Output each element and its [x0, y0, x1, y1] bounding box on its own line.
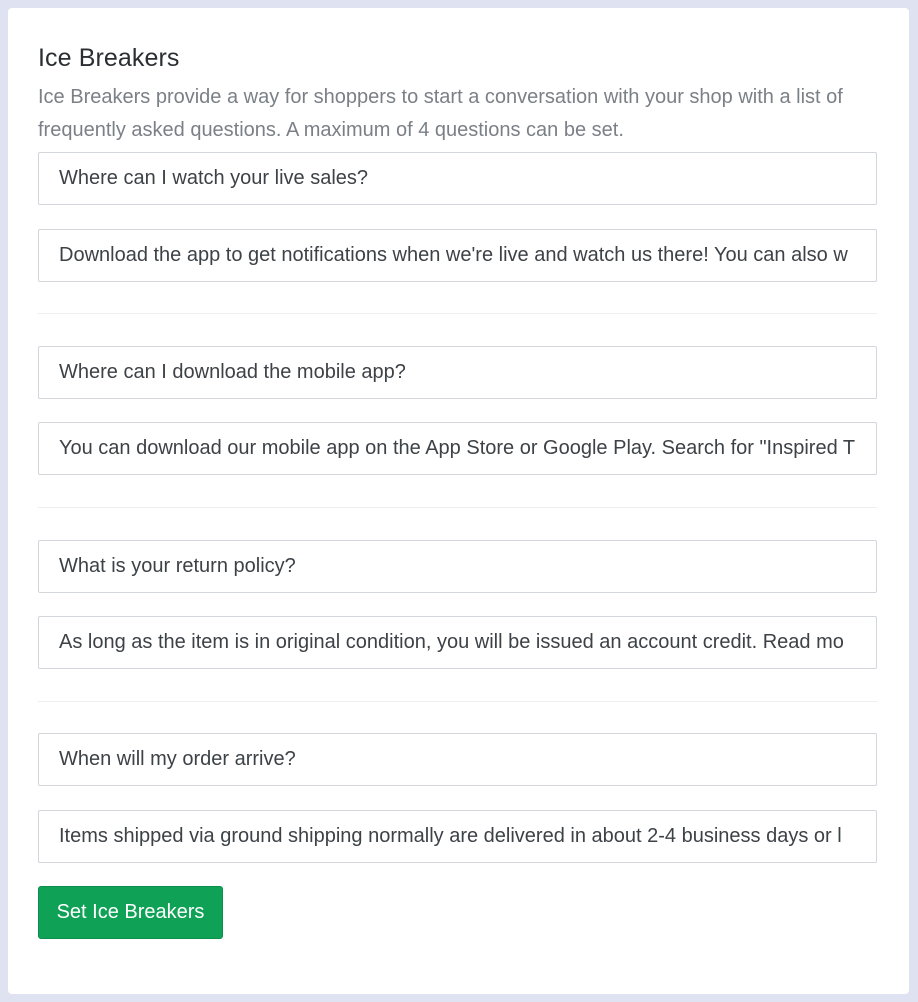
answer-input-4[interactable] [38, 810, 877, 863]
question-input-2[interactable] [38, 346, 877, 399]
divider [38, 701, 877, 702]
set-ice-breakers-button[interactable]: Set Ice Breakers [38, 886, 223, 939]
question-input-4[interactable] [38, 733, 877, 786]
answer-input-3[interactable] [38, 616, 877, 669]
section-title: Ice Breakers [38, 44, 180, 72]
divider [38, 507, 877, 508]
ice-breakers-card [8, 8, 909, 994]
divider [38, 313, 877, 314]
question-input-3[interactable] [38, 540, 877, 593]
question-input-1[interactable] [38, 152, 877, 205]
section-description: Ice Breakers provide a way for shoppers to start a conversation with your shop with a list of frequently asked questions. A maximum of 4 questions can be set. [38, 86, 843, 141]
answer-input-1[interactable] [38, 229, 877, 282]
answer-input-2[interactable] [38, 422, 877, 475]
